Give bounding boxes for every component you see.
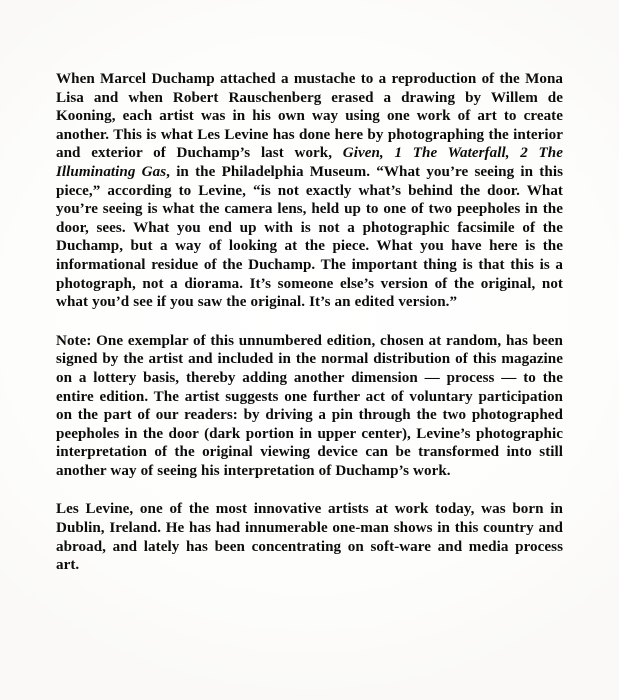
paragraph-note-edition	[56, 332, 563, 481]
body-text-run: Note: One exemplar of this unnumbered edition, chosen at random, has been signed by the artist and included in the normal distribution of this magazine on a lottery basis, thereby adding another dimension — process — to the entire edition. The artist suggests one further act of voluntary participation on the part of our readers: by driving a pin through the two photographed peepholes in the door (dark portion in upper center), Levine’s photographic interpretation of the original viewing device can be transformed into still another way of seeing his interpretation of Duchamp’s work.	[56, 332, 563, 479]
paragraph-levine-biography	[56, 500, 563, 574]
body-text-run: , in the Philadelphia Museum. “What you’re seeing in this piece,” according to Levine, “is not exactly what’s behind the door. What you’re seeing is what the camera lens, held up to one of two peepholes in the door, sees. What you end up with is not a photographic facsimile of the Duchamp, but a way of looking at the piece. What you have here is the informational residue of the Duchamp. The important thing is that this is a photograph, not a diorama. It’s someone else’s version of the original, not what you’d see if you saw the original. It’s an edited version.”	[56, 163, 563, 311]
text-column	[56, 70, 563, 575]
paragraph-duchamp-rauschenberg	[56, 70, 563, 312]
artwork-title-italic: Given, 1 The Waterfall, 2 The Illuminating Gas	[56, 145, 563, 180]
body-text-run: Les Levine, one of the most innovative artists at work today, was born in Dublin, Ireland. He has had innumerable one-man shows in this country and abroad, and lately has been concentrating on soft-ware and media process art.	[56, 501, 563, 574]
body-text-run: When Marcel Duchamp attached a mustache to a reproduction of the Mona Lisa and when Robert Rauschenberg erased a drawing by Willem de Kooning, each artist was in his own way using one work of art to create another. This is what Les Levine has done here by photographing the interior and exterior of Duchamp’s last work,	[56, 71, 563, 162]
